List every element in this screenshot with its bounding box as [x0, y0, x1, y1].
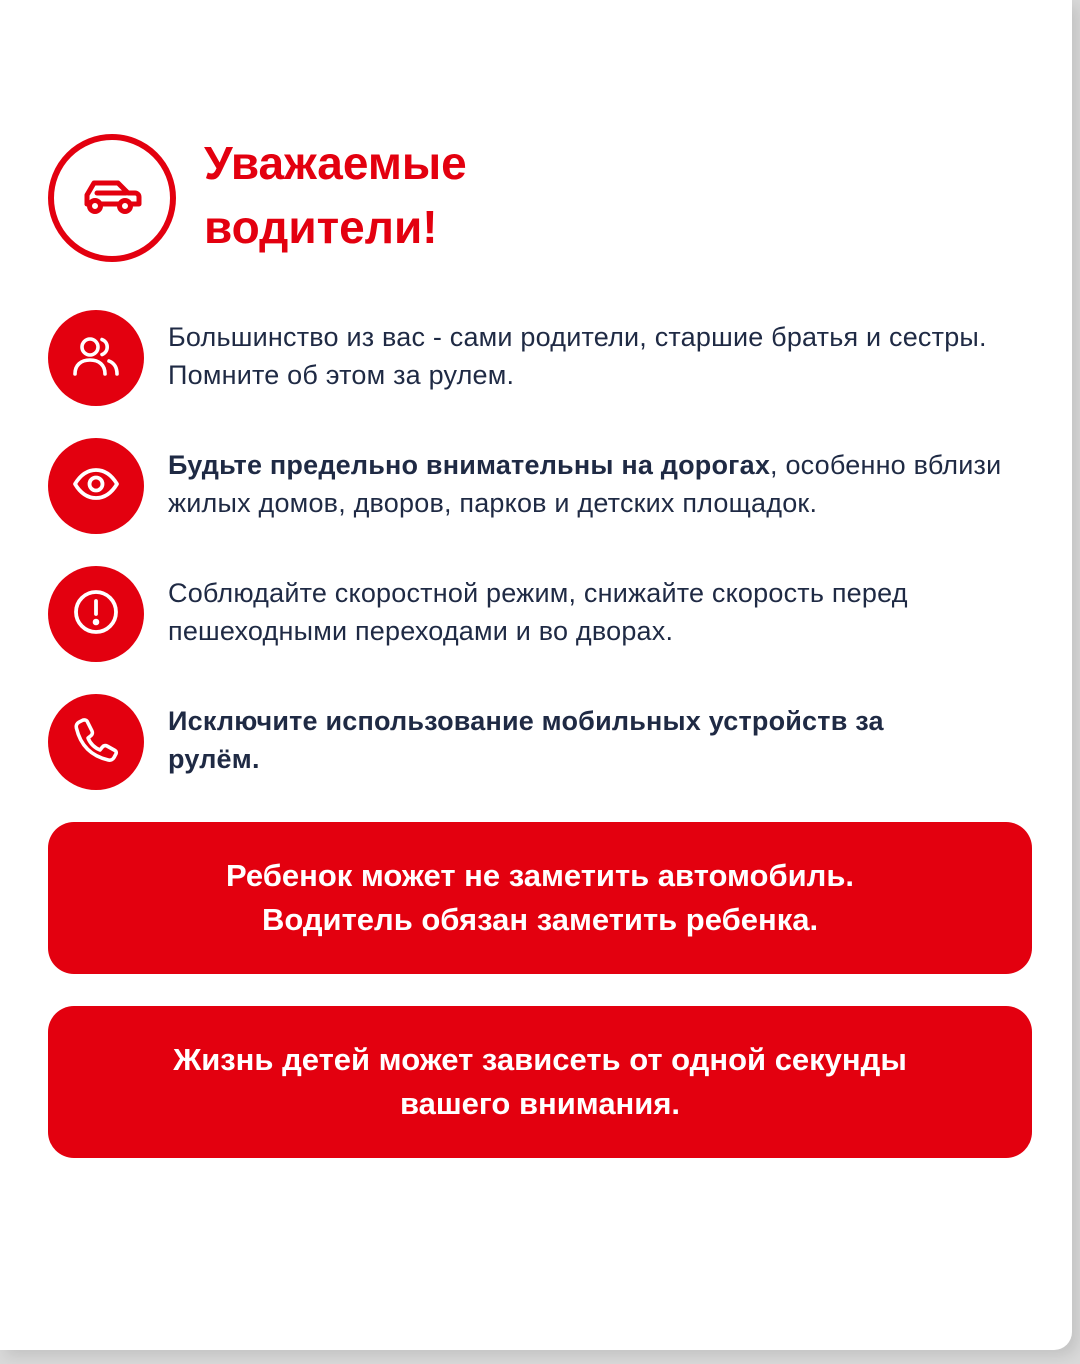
banner-line-2: вашего внимания. [399, 1086, 681, 1121]
users-icon-badge [48, 310, 144, 406]
list-item-text-regular: Соблюдайте скоростной режим, снижайте скорость перед пешеходными переходами и во дворах. [168, 578, 908, 646]
warning-banner [48, 822, 1032, 974]
list-item-text [168, 446, 1008, 522]
list-item-text [168, 574, 1008, 650]
alert-icon-badge [48, 566, 144, 662]
car-icon [81, 176, 143, 221]
users-icon [72, 334, 120, 383]
eye-icon-badge [48, 438, 144, 534]
banner-line-1: Ребенок может не заметить автомобиль. [225, 858, 855, 893]
title-line-1: Уважаемые [204, 137, 467, 189]
page-title [204, 131, 584, 259]
eye-icon [72, 467, 120, 506]
list-item-text-regular: Большинство из вас - сами родители, старшие братья и сестры. Помните об этом за рулем. [168, 322, 987, 390]
warning-banner [48, 1006, 1032, 1158]
list-item-text [168, 318, 1008, 394]
phone-icon-badge [48, 694, 144, 790]
car-icon-badge [48, 134, 176, 262]
list-item-text-regular: , особенно вблизи жилых домов, дворов, парков и детских площадок. [168, 450, 1002, 518]
banner-line-2: Водитель обязан заметить ребенка. [261, 902, 819, 937]
list-item-text-bold: Исключите использование мобильных устройств за рулём. [168, 706, 884, 774]
phone-icon [73, 717, 119, 768]
title-line-2: водители! [204, 201, 438, 253]
banner-line-1: Жизнь детей может зависеть от одной секунды [173, 1042, 907, 1077]
header [48, 134, 584, 262]
list-item-speed [48, 566, 1008, 662]
list-item-attention [48, 438, 1008, 534]
list-item-text-bold: Будьте предельно внимательны на дорогах [168, 450, 771, 480]
list-item-parents [48, 310, 1008, 406]
list-item-phone [48, 694, 948, 790]
alert-icon [72, 588, 120, 641]
list-item-text [168, 702, 948, 778]
